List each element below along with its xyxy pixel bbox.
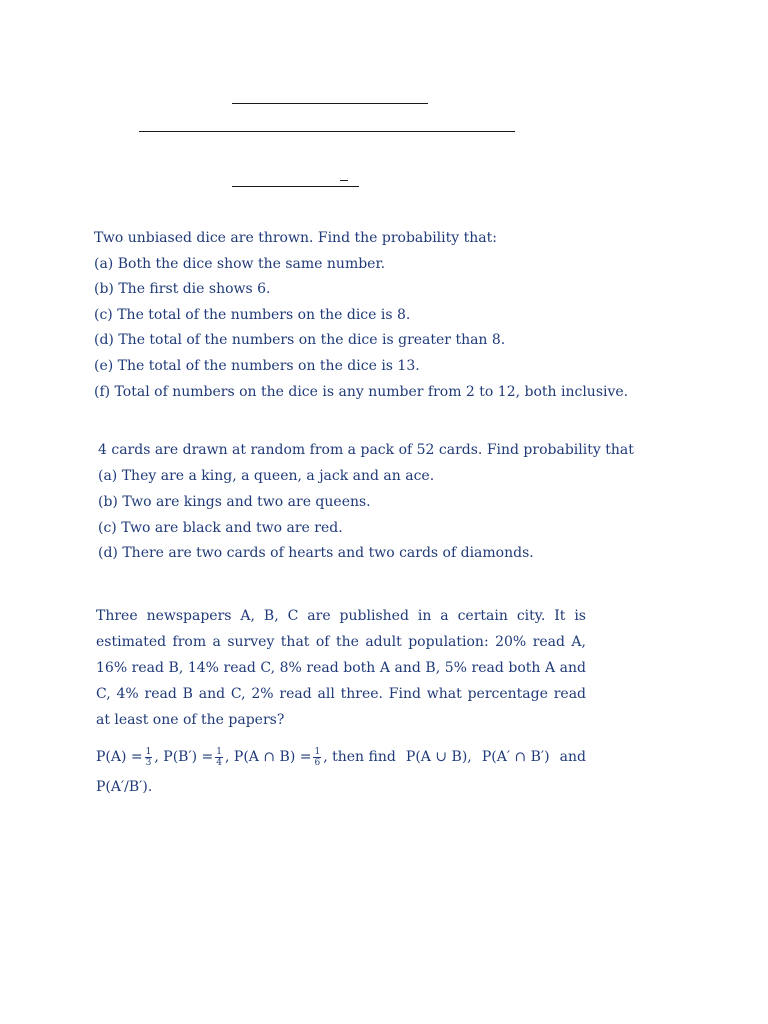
then-find-text: , then find	[323, 749, 396, 765]
question-probability	[96, 745, 586, 799]
header-rule-3	[232, 186, 359, 187]
pb-fraction	[215, 747, 223, 768]
pb-numerator: 1	[216, 746, 223, 757]
intersection-complement-expression: P(A′ ∩ B′)	[481, 749, 550, 765]
pab-label: , P(A ∩ B) =	[225, 749, 312, 765]
union-expression: P(A ∪ B),	[405, 749, 472, 765]
question-cards-item-d: (d) There are two cards of hearts and two cards of diamonds.	[98, 545, 534, 561]
question-dice-item-f: (f) Total of numbers on the dice is any number from 2 to 12, both inclusive.	[94, 384, 629, 400]
question-dice-item-e: (e) The total of the numbers on the dice is 13.	[94, 358, 420, 374]
pa-denominator: 3	[145, 757, 152, 768]
pb-label: , P(B′) =	[154, 749, 214, 765]
conditional-expression: P(A′/B′).	[96, 779, 153, 795]
header-rule-1	[232, 103, 428, 104]
pa-label: P(A) =	[96, 749, 143, 765]
pb-denominator: 4	[216, 757, 223, 768]
question-dice-item-d: (d) The total of the numbers on the dice is greater than 8.	[94, 332, 506, 348]
question-newspapers	[96, 603, 586, 733]
and-text: and	[559, 749, 586, 765]
question-cards-item-c: (c) Two are black and two are red.	[98, 520, 343, 536]
question-cards-item-b: (b) Two are kings and two are queens.	[98, 494, 371, 510]
header-rule-2	[139, 131, 515, 132]
question-cards-intro: 4 cards are drawn at random from a pack of 52 cards. Find probability that	[98, 442, 634, 458]
question-dice-item-a: (a) Both the dice show the same number.	[94, 256, 386, 272]
pa-fraction	[145, 747, 153, 768]
pab-denominator: 6	[314, 757, 321, 768]
question-dice-item-b: (b) The first die shows 6.	[94, 281, 271, 297]
header-dash	[340, 180, 348, 181]
pab-fraction	[313, 747, 321, 768]
question-cards-item-a: (a) They are a king, a queen, a jack and an ace.	[98, 468, 435, 484]
given-values	[96, 747, 396, 768]
question-dice-item-c: (c) The total of the numbers on the dice is 8.	[94, 307, 411, 323]
question-dice-intro: Two unbiased dice are thrown. Find the probability that:	[94, 230, 497, 246]
question-newspapers-text: Three newspapers A, B, C are published in a certain city. It is estimated from a survey that of the adult population: 20% read A, 16% read B, 14% read C, 8% read both A and B, 5% read both A and C, 4% read B and C, 2% read all three. Find what percentage read at least one of the papers?	[96, 608, 586, 728]
probability-equation-row	[96, 745, 586, 769]
pab-numerator: 1	[314, 746, 321, 757]
pa-numerator: 1	[145, 746, 152, 757]
